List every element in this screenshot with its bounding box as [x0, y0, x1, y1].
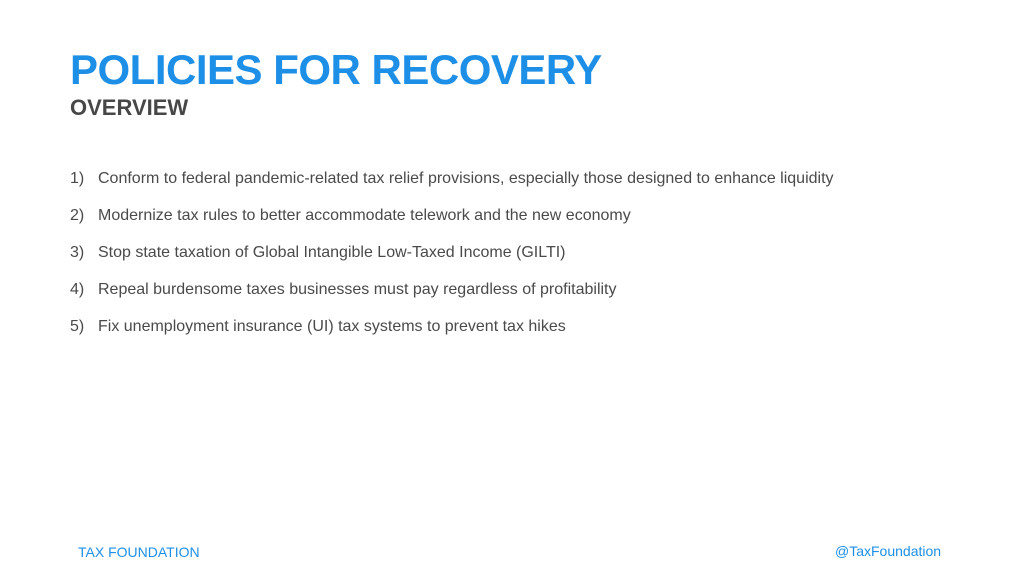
list-item-number: 1): [70, 170, 85, 187]
footer-twitter-handle: @TaxFoundation: [835, 543, 942, 559]
list-item: [70, 316, 834, 353]
slide-subtitle: OVERVIEW: [70, 95, 189, 120]
list-item-text: Fix unemployment insurance (UI) tax systems to prevent tax hikes: [98, 318, 566, 335]
list-item: [70, 205, 834, 242]
list-item-number: 4): [70, 281, 85, 298]
footer-organization: TAX FOUNDATION: [78, 544, 200, 560]
list-item-number: 5): [70, 318, 85, 335]
list-item: [70, 279, 834, 316]
list-item-number: 3): [70, 244, 85, 261]
list-item-text: Stop state taxation of Global Intangible Low-Taxed Income (GILTI): [98, 244, 566, 261]
list-item-text: Repeal burdensome taxes businesses must pay regardless of profitability: [98, 281, 617, 298]
slide-title: POLICIES FOR RECOVERY: [70, 46, 602, 93]
list-item-number: 2): [70, 207, 85, 224]
list-item: [70, 242, 834, 279]
list-item: [70, 168, 834, 205]
policy-list: [70, 168, 834, 353]
list-item-text: Modernize tax rules to better accommodate telework and the new economy: [98, 207, 631, 224]
list-item-text: Conform to federal pandemic-related tax relief provisions, especially those designed to enhance liquidity: [98, 170, 834, 187]
